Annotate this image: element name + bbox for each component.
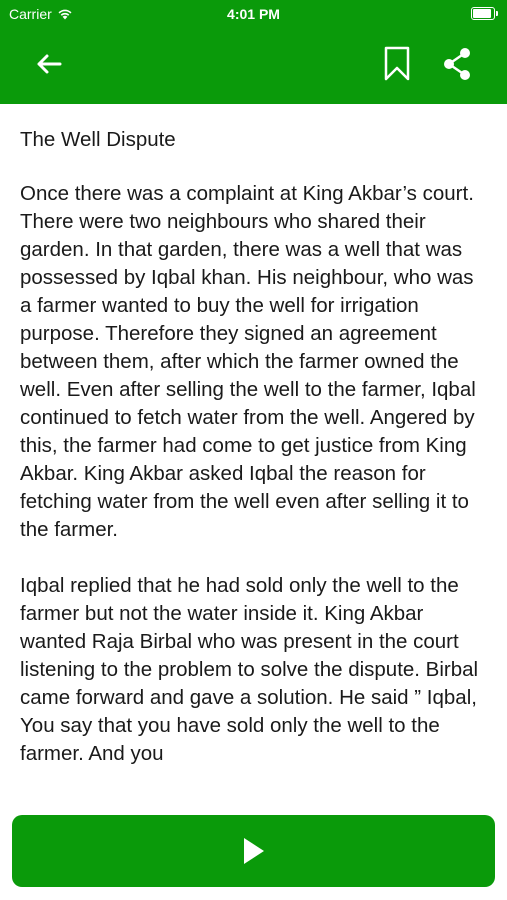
arrow-left-icon — [36, 53, 62, 75]
play-icon — [242, 837, 266, 865]
story-paragraph: Once there was a complaint at King Akbar’s court. There were two neighbours who shared their garden. In that garden, there was a well that was possessed by Iqbal khan. His neighbour, who was a farmer wanted to buy the well for irrigation purpose. Therefore they signed an agreement between them, after which the farmer owned the well. Even after selling the well to the farmer, Iqbal continued to fetch water from the well. Angered by this, the farmer had come to get justice from King Akbar. King Akbar asked Iqbal the reason for fetching water from the well even after selling it to the farmer. — [20, 182, 476, 541]
carrier-label: Carrier — [9, 6, 52, 22]
navigation-bar — [0, 28, 507, 104]
status-bar — [0, 0, 507, 28]
bookmark-button[interactable] — [375, 42, 419, 86]
status-time: 4:01 PM — [227, 6, 280, 22]
share-icon — [442, 47, 472, 81]
story-content[interactable] — [0, 104, 507, 802]
share-button[interactable] — [435, 42, 479, 86]
story-title: The Well Dispute — [20, 128, 176, 151]
battery-level-fill — [473, 9, 491, 18]
story-paragraph: Iqbal replied that he had sold only the well to the farmer but not the water inside it. King Akbar wanted Raja Birbal who was present in the court listening to the problem to solve the dispute. Birbal came forward and gave a solution. He said ” Iqbal, You say that you have sold only the well to the farmer. And you — [20, 574, 479, 765]
battery-icon — [471, 7, 495, 20]
back-button[interactable] — [27, 42, 71, 86]
bookmark-icon — [384, 46, 410, 82]
play-button[interactable] — [12, 815, 495, 887]
content-fade — [0, 780, 507, 804]
